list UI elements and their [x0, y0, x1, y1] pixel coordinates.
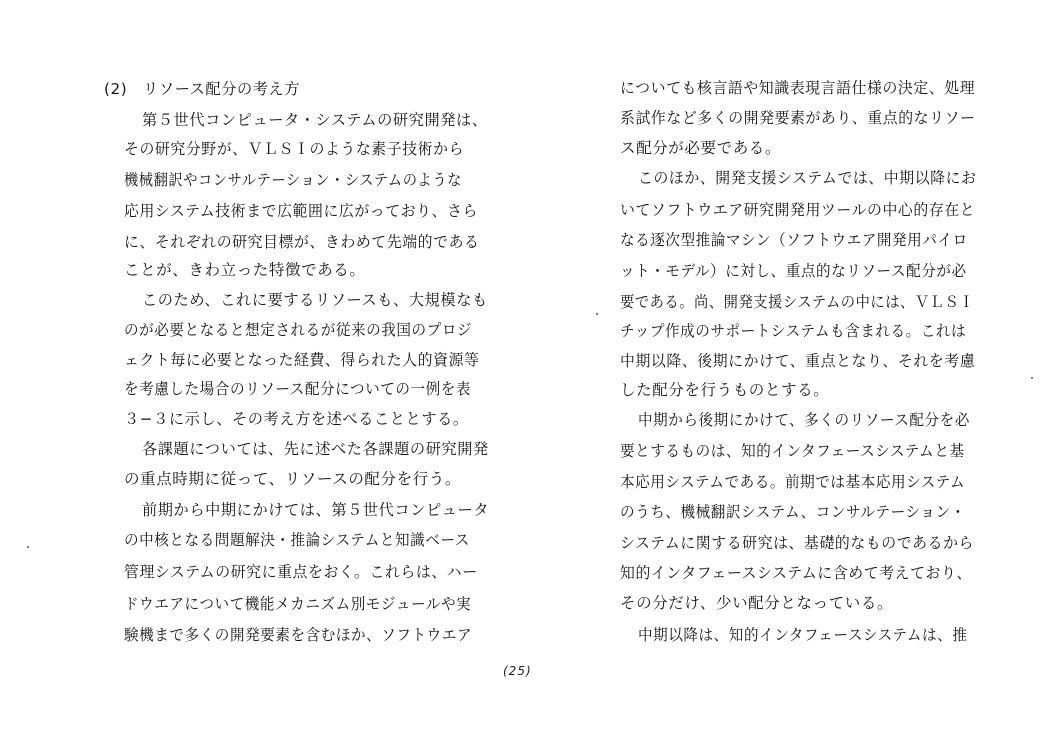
body-line: 要とするものは、知的インタフェースシステムと基	[620, 442, 965, 460]
body-line: 各課題については、先に述べた各課題の研究開発	[142, 440, 489, 458]
body-line: 本応用システムである。前期では基本応用システム	[620, 473, 966, 491]
page-number: (25)	[503, 664, 532, 678]
body-line: このほか、開発支援システムでは、中期以降にお	[638, 169, 977, 187]
body-line: 第５世代コンピュータ・システムの研究開発は、	[142, 111, 488, 129]
body-line: についても核言語や知識表現言語仕様の決定、処理	[620, 79, 976, 97]
body-line: 中期から後期にかけて、多くのリソース配分を必	[638, 411, 970, 429]
body-line: その研究分野が、ＶＬＳＩのような素子技術から	[124, 140, 465, 158]
body-line: このため、これに要するリソースも、大規模なも	[142, 291, 488, 309]
body-line: ス配分が必要である。	[620, 139, 782, 157]
body-line: ドウエアについて機能メカニズム別モジュールや実	[124, 595, 472, 613]
body-line: チップ作成のサポートシステムも含まれる。これは	[620, 322, 967, 340]
body-line: その分だけ、少い配分となっている。	[620, 594, 894, 612]
body-line: のが必要となると想定されるが従来の我国のプロジ	[124, 321, 473, 339]
body-line: 要である。尚、開発支援システムの中には、ＶＬＳＩ	[620, 293, 975, 311]
scan-speck	[27, 546, 29, 548]
body-line: ことが、きわ立った特徴である。	[124, 261, 366, 279]
body-line: のうち、機械翻訳システム、コンサルテーション・	[620, 503, 966, 521]
body-line: 管理システムの研究に重点をおく。これらは、ハー	[124, 563, 478, 581]
body-line: 応用システム技術まで広範囲に広がっており、さら	[124, 202, 479, 220]
body-line: の中核となる問題解決・推論システムと知識ベース	[124, 531, 470, 549]
body-line: システムに関する研究は、基礎的なものであるから	[620, 534, 975, 552]
body-line: 系試作など多くの開発要素があり、重点的なリソー	[620, 109, 976, 127]
body-line: 中期以降は、知的インタフェースシステムは、推	[638, 626, 968, 644]
body-line: を考慮した場合のリソース配分についての一例を表	[124, 380, 472, 398]
scan-speck	[1031, 377, 1033, 379]
section-heading: (2) リソース配分の考え方	[104, 80, 301, 98]
body-line: した配分を行うものとする。	[620, 381, 830, 399]
body-line: の重点時期に従って、リソースの配分を行う。	[124, 470, 462, 488]
body-line: に、それぞれの研究目標が、きわめて先端的である	[124, 233, 480, 251]
body-line: ェクト毎に必要となった経費、得られた人的資源等	[124, 351, 480, 369]
body-line: 機械翻訳やコンサルテーション・システムのような	[124, 171, 462, 189]
body-line: いてソフトウエア研究開発用ツールの中心的存在と	[620, 201, 976, 219]
body-line: 前期から中期にかけては、第５世代コンピュータ	[142, 501, 490, 519]
body-line: ３−３に示し、その考え方を述べることとする。	[124, 410, 469, 428]
body-line: 知的インタフェースシステムに含めて考えており、	[620, 564, 972, 582]
scan-speck	[596, 313, 598, 315]
body-line: なる逐次型推論マシン（ソフトウエア開発用パイロ	[620, 231, 968, 249]
body-line: ット・モデル）に対し、重点的なリソース配分が必	[620, 262, 967, 280]
body-line: 中期以降、後期にかけて、重点となり、それを考慮	[620, 352, 976, 370]
body-line: 験機まで多くの開発要素を含むほか、ソフトウエア	[124, 626, 473, 644]
